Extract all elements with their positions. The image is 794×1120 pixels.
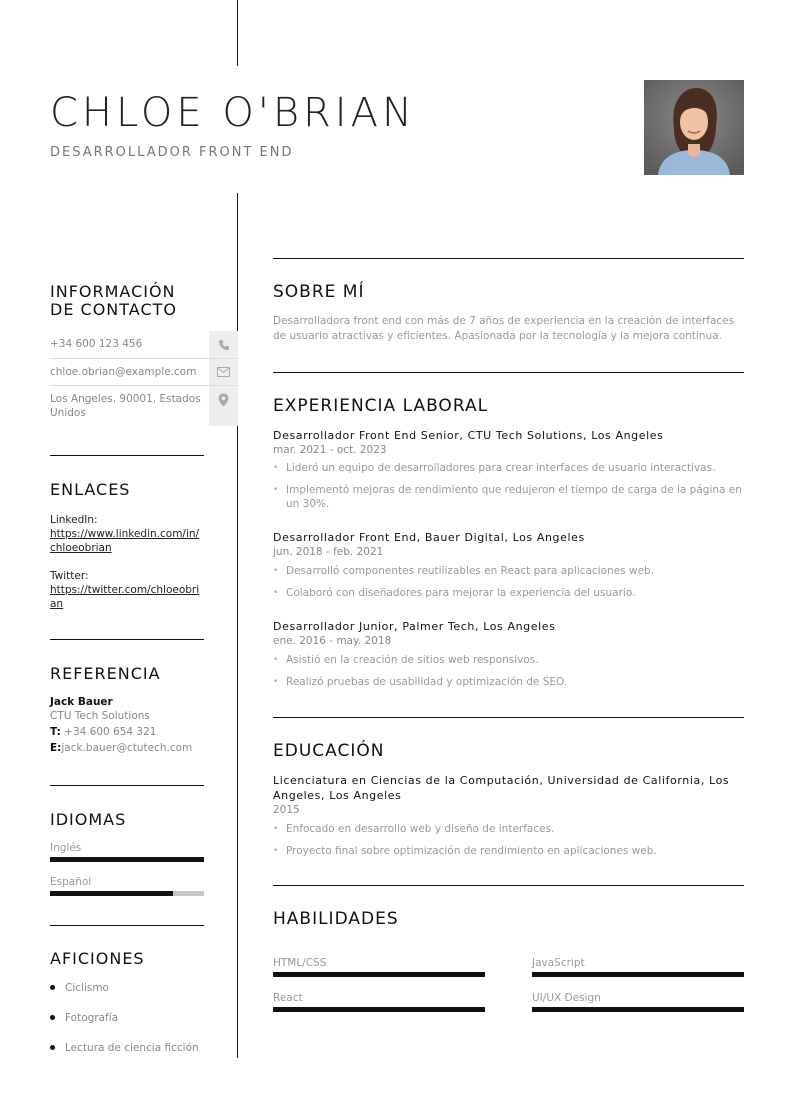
phone-icon — [209, 331, 238, 358]
divider-experience — [273, 372, 744, 373]
contact-address: Los Angeles, 90001, Estados Unidos — [50, 393, 201, 419]
hobby-label: Lectura de ciencia ficción — [65, 1042, 199, 1054]
education-heading: EDUCACIÓN — [273, 741, 385, 761]
job-bullet: • Asistió en la creación de sitios web responsivos. — [273, 653, 744, 667]
about-heading: SOBRE MÍ — [273, 282, 365, 302]
language-name-spanish: Español — [50, 876, 92, 888]
about-text: Desarrolladora front end con más de 7 años de experiencia en la creación de interfaces de usuario atractivas y eficientes. Apasionada por la tecnología y la mejora continua. — [273, 315, 735, 342]
job-bullet: • Realizó pruebas de usabilidad y optimización de SEO. — [273, 675, 744, 689]
job-bullets — [273, 461, 744, 519]
reference-section — [50, 665, 204, 756]
education-bullet: • Proyecto final sobre optimización de rendimiento en aplicaciones web. — [273, 844, 744, 858]
job-bullet: • Lideró un equipo de desarrolladores para crear interfaces de usuario interactivas. — [273, 461, 744, 475]
education-bullet: • Enfocado en desarrollo web y diseño de interfaces. — [273, 822, 744, 836]
hobby-item — [50, 1042, 199, 1054]
reference-heading: REFERENCIA — [50, 664, 161, 683]
job-bullet: • Desarrolló componentes reutilizables en React para aplicaciones web. — [273, 564, 744, 578]
education-year: 2015 — [273, 804, 300, 816]
bullet-dot-icon — [50, 1015, 55, 1020]
contact-email-row — [50, 358, 238, 385]
reference-email-line — [50, 740, 204, 756]
hobbies-heading: AFICIONES — [50, 949, 145, 968]
reference-phone-line — [50, 724, 204, 740]
job-dates: mar. 2021 - oct. 2023 — [273, 444, 387, 456]
language-bar-english — [50, 857, 204, 862]
divider-hobbies — [50, 925, 204, 926]
hobby-item — [50, 1012, 118, 1024]
job-bullets — [273, 653, 744, 697]
link-linkedin-label: LinkedIn: — [50, 514, 98, 526]
divider-languages — [50, 785, 204, 786]
education-title: Licenciatura en Ciencias de la Computación, Universidad de California, Los Angeles, Los Angeles — [273, 774, 730, 802]
job-bullet: • Colaboró con diseñadores para mejorar la experiencia del usuario. — [273, 586, 744, 600]
skill-bar-fill-react — [273, 1007, 485, 1012]
divider-vertical-top — [237, 0, 238, 66]
skill-bar-fill-javascript — [532, 972, 744, 977]
link-twitter-label: Twitter: — [50, 570, 89, 582]
divider-links — [50, 455, 204, 456]
languages-section — [50, 811, 204, 829]
skill-name-javascript: JavaScript — [532, 957, 585, 969]
job-title: Desarrollador Front End, Bauer Digital, Los Angeles — [273, 531, 585, 544]
contact-heading-line2: DE CONTACTO — [50, 300, 177, 319]
job-dates: ene. 2016 - may. 2018 — [273, 635, 392, 647]
skill-bar-html-css — [273, 972, 485, 977]
contact-section — [50, 283, 204, 319]
hobby-item — [50, 982, 109, 994]
reference-email-label: E: — [50, 742, 62, 754]
bullet-dot-icon — [50, 985, 55, 990]
language-bar-spanish — [50, 891, 204, 896]
contact-heading-line1: INFORMACIÓN — [50, 282, 176, 301]
links-heading: ENLACES — [50, 480, 131, 499]
job-bullets — [273, 564, 744, 608]
hobby-label: Fotografía — [65, 1012, 119, 1024]
skill-bar-react — [273, 1007, 485, 1012]
skill-name-html-css: HTML/CSS — [273, 957, 327, 969]
reference-phone: +34 600 654 321 — [64, 726, 157, 738]
bullet-dot-icon — [50, 1045, 55, 1050]
skill-name-ui-ux-design: UI/UX Design — [532, 992, 601, 1004]
link-item-twitter — [50, 569, 204, 611]
job-dates: jun. 2018 - feb. 2021 — [273, 546, 384, 558]
reference-company: CTU Tech Solutions — [50, 710, 150, 722]
hobby-label: Ciclismo — [65, 982, 109, 994]
reference-name: Jack Bauer — [50, 696, 113, 708]
location-pin-icon — [209, 386, 238, 426]
language-bar-fill-english — [50, 857, 204, 862]
contact-email: chloe.obrian@example.com — [50, 366, 197, 378]
languages-heading: IDIOMAS — [50, 810, 127, 829]
job-title: Desarrollador Front End Senior, CTU Tech Solutions, Los Angeles — [273, 429, 664, 442]
reference-phone-label: T: — [50, 726, 61, 738]
link-linkedin-url[interactable]: https://www.linkedin.com/in/chloeobrian — [50, 528, 200, 554]
links-section — [50, 481, 204, 611]
divider-about — [273, 258, 744, 259]
profile-photo-image — [644, 80, 744, 175]
contact-phone: +34 600 123 456 — [50, 338, 143, 350]
link-twitter-url[interactable]: https://twitter.com/chloeobrian — [50, 584, 200, 610]
contact-phone-row — [50, 331, 238, 358]
skill-bar-javascript — [532, 972, 744, 977]
reference-email: jack.bauer@ctutech.com — [61, 742, 193, 754]
candidate-role: DESARROLLADOR FRONT END — [50, 145, 294, 160]
skill-name-react: React — [273, 992, 303, 1004]
skills-heading: HABILIDADES — [273, 909, 399, 929]
divider-skills — [273, 885, 744, 886]
skill-bar-ui-ux-design — [532, 1007, 744, 1012]
divider-vertical-main — [237, 193, 238, 1058]
hobbies-section — [50, 950, 204, 968]
language-bar-fill-spanish — [50, 891, 173, 896]
candidate-name: CHLOE O'BRIAN — [50, 90, 416, 136]
envelope-icon — [209, 359, 238, 385]
link-item-linkedin — [50, 513, 204, 555]
language-name-english: Inglés — [50, 842, 82, 854]
contact-address-row — [50, 385, 238, 426]
education-bullets — [273, 822, 744, 866]
skill-bar-fill-html-css — [273, 972, 485, 977]
job-title: Desarrollador Junior, Palmer Tech, Los Angeles — [273, 620, 556, 633]
job-bullet: • Implementó mejoras de rendimiento que redujeron el tiempo de carga de la página en un 30%. — [273, 483, 744, 511]
profile-photo — [644, 80, 744, 175]
divider-reference — [50, 639, 204, 640]
skill-bar-fill-ui-ux-design — [532, 1007, 744, 1012]
divider-education — [273, 717, 744, 718]
experience-heading: EXPERIENCIA LABORAL — [273, 396, 489, 416]
